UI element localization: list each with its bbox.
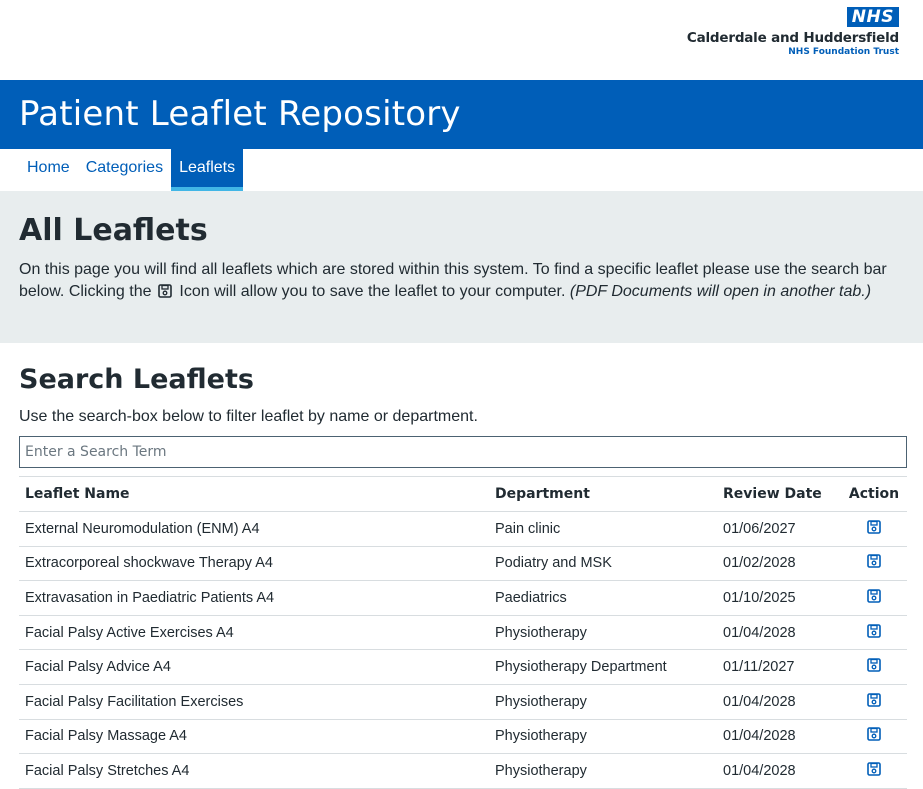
search-title: Search Leaflets bbox=[19, 364, 254, 395]
search-hint: Use the search-box below to filter leaflet by name or department. bbox=[19, 408, 478, 425]
leaflet-name-cell: Facial Palsy Massage A4 bbox=[19, 719, 489, 754]
action-cell bbox=[841, 546, 907, 581]
save-icon bbox=[867, 624, 881, 638]
leaflet-name-cell: Facial Palsy Stretches A4 bbox=[19, 754, 489, 789]
save-icon bbox=[867, 554, 881, 568]
department-cell: Paediatrics bbox=[489, 581, 717, 616]
save-icon bbox=[867, 658, 881, 672]
leaflet-name-cell: Facial Palsy Facilitation Exercises bbox=[19, 684, 489, 719]
department-cell: Physiotherapy bbox=[489, 684, 717, 719]
leaflet-name-cell: External Neuromodulation (ENM) A4 bbox=[19, 512, 489, 547]
header-department[interactable]: Department bbox=[489, 477, 717, 512]
action-cell bbox=[841, 512, 907, 547]
intro-text-part2: Icon will allow you to save the leaflet to your computer. bbox=[179, 283, 566, 300]
table-body bbox=[19, 512, 907, 789]
action-cell bbox=[841, 719, 907, 754]
save-leaflet-button[interactable] bbox=[867, 658, 881, 672]
save-leaflet-button[interactable] bbox=[867, 693, 881, 707]
review-date-cell: 01/02/2028 bbox=[717, 546, 841, 581]
nav-leaflets[interactable]: Leaflets bbox=[171, 149, 243, 191]
save-leaflet-button[interactable] bbox=[867, 520, 881, 534]
table-row bbox=[19, 754, 907, 789]
nhs-logo-mark: NHS bbox=[847, 7, 899, 27]
nav-categories[interactable]: Categories bbox=[85, 159, 164, 176]
trust-subtitle: NHS Foundation Trust bbox=[788, 47, 899, 57]
intro-note: (PDF Documents will open in another tab.) bbox=[569, 283, 872, 300]
action-cell bbox=[841, 581, 907, 616]
department-cell: Podiatry and MSK bbox=[489, 546, 717, 581]
trust-logo[interactable] bbox=[687, 7, 899, 57]
review-date-cell: 01/10/2025 bbox=[717, 581, 841, 616]
leaflet-name-cell: Facial Palsy Advice A4 bbox=[19, 650, 489, 685]
department-cell: Physiotherapy bbox=[489, 754, 717, 789]
leaflet-name-cell: Facial Palsy Active Exercises A4 bbox=[19, 615, 489, 650]
table-row bbox=[19, 615, 907, 650]
table-row bbox=[19, 684, 907, 719]
search-input[interactable] bbox=[19, 436, 907, 468]
department-cell: Physiotherapy bbox=[489, 719, 717, 754]
top-bar bbox=[0, 0, 923, 80]
trust-name: Calderdale and Huddersfield bbox=[686, 30, 899, 46]
action-cell bbox=[841, 615, 907, 650]
review-date-cell: 01/04/2028 bbox=[717, 754, 841, 789]
table-row bbox=[19, 719, 907, 754]
header-leaflet-name[interactable]: Leaflet Name bbox=[19, 477, 489, 512]
save-leaflet-button[interactable] bbox=[867, 554, 881, 568]
save-icon bbox=[867, 520, 881, 534]
action-cell bbox=[841, 684, 907, 719]
save-icon bbox=[158, 283, 172, 305]
header-action: Action bbox=[841, 477, 907, 512]
page-title: All Leaflets bbox=[19, 213, 208, 248]
save-leaflet-button[interactable] bbox=[867, 727, 881, 741]
table-row bbox=[19, 581, 907, 616]
leaflets-table bbox=[19, 476, 907, 789]
intro-text bbox=[19, 259, 899, 305]
intro-text-part1: On this page you will find all leaflets which are stored within this system. To find a specific leaflet please use the search bar below. Clicking the bbox=[19, 261, 887, 300]
leaflet-name-cell: Extracorporeal shockwave Therapy A4 bbox=[19, 546, 489, 581]
save-leaflet-button[interactable] bbox=[867, 624, 881, 638]
save-icon bbox=[867, 693, 881, 707]
department-cell: Pain clinic bbox=[489, 512, 717, 547]
review-date-cell: 01/06/2027 bbox=[717, 512, 841, 547]
review-date-cell: 01/04/2028 bbox=[717, 615, 841, 650]
department-cell: Physiotherapy Department bbox=[489, 650, 717, 685]
review-date-cell: 01/11/2027 bbox=[717, 650, 841, 685]
action-cell bbox=[841, 754, 907, 789]
main-nav bbox=[19, 149, 243, 191]
site-title: Patient Leaflet Repository bbox=[19, 94, 461, 134]
intro-panel bbox=[0, 191, 923, 343]
review-date-cell: 01/04/2028 bbox=[717, 719, 841, 754]
table-header-row bbox=[19, 477, 907, 512]
header-review-date[interactable]: Review Date bbox=[717, 477, 841, 512]
save-leaflet-button[interactable] bbox=[867, 589, 881, 603]
review-date-cell: 01/04/2028 bbox=[717, 684, 841, 719]
save-icon bbox=[867, 762, 881, 776]
site-banner bbox=[0, 80, 923, 149]
table-row bbox=[19, 512, 907, 547]
department-cell: Physiotherapy bbox=[489, 615, 717, 650]
leaflet-name-cell: Extravasation in Paediatric Patients A4 bbox=[19, 581, 489, 616]
save-leaflet-button[interactable] bbox=[867, 762, 881, 776]
save-icon bbox=[867, 589, 881, 603]
action-cell bbox=[841, 650, 907, 685]
table-row bbox=[19, 650, 907, 685]
nav-home[interactable]: Home bbox=[27, 159, 70, 176]
table-row bbox=[19, 546, 907, 581]
save-icon bbox=[867, 727, 881, 741]
